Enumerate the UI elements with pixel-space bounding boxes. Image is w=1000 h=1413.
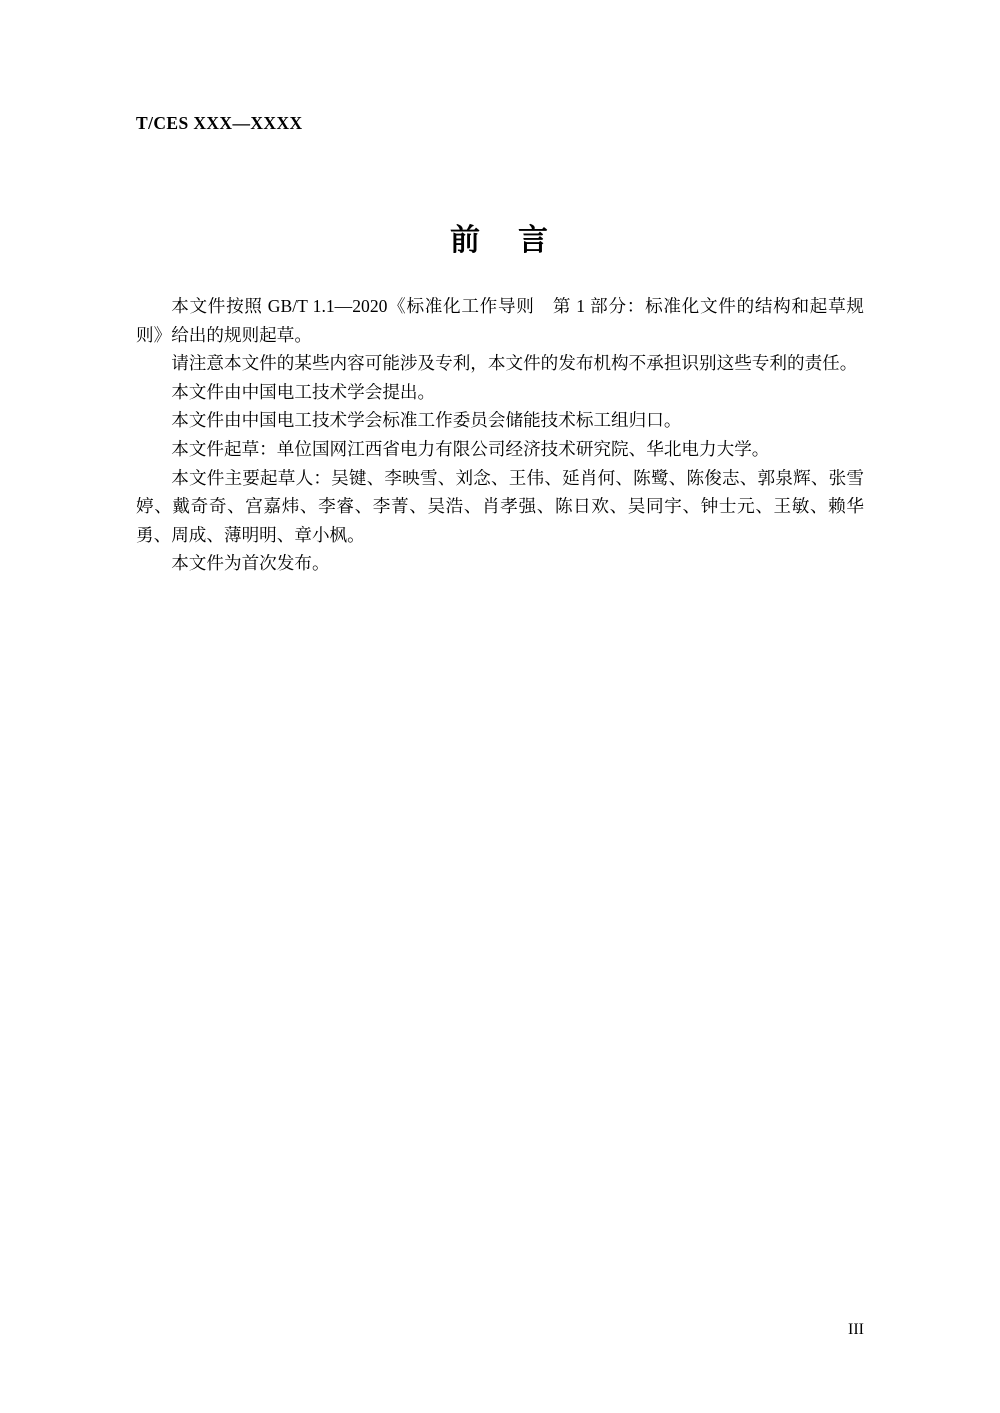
page-title (0, 215, 1000, 259)
foreword-body (136, 292, 864, 578)
standard-code-header: T/CES XXX—XXXX (136, 113, 303, 133)
foreword-paragraph: 本文件主要起草人：吴键、李映雪、刘念、王伟、延肖何、陈鹭、陈俊志、郭泉辉、张雪婷、戴奇奇、宫嘉炜、李睿、李菁、吴浩、肖孝强、陈日欢、吴同宇、钟士元、王敏、赖华勇、周成、薄明明、章小枫。 (136, 467, 864, 545)
foreword-paragraph: 请注意本文件的某些内容可能涉及专利，本文件的发布机构不承担识别这些专利的责任。 (171, 353, 858, 374)
foreword-paragraph: 本文件按照 GB/T 1.1—2020《标准化工作导则 第 1 部分：标准化文件的结构和起草规则》给出的规则起草。 (136, 296, 864, 345)
foreword-paragraph: 本文件为首次发布。 (171, 553, 330, 574)
page-title-char-1: 前 (450, 224, 482, 257)
page-number: III (848, 1321, 864, 1338)
foreword-paragraph: 本文件由中国电工技术学会提出。 (171, 381, 436, 402)
foreword-paragraph: 本文件由中国电工技术学会标准工作委员会储能技术标工组归口。 (171, 410, 682, 431)
page-title-char-2: 言 (518, 224, 550, 257)
foreword-paragraph: 本文件起草：单位国网江西省电力有限公司经济技术研究院、华北电力大学。 (171, 438, 770, 459)
